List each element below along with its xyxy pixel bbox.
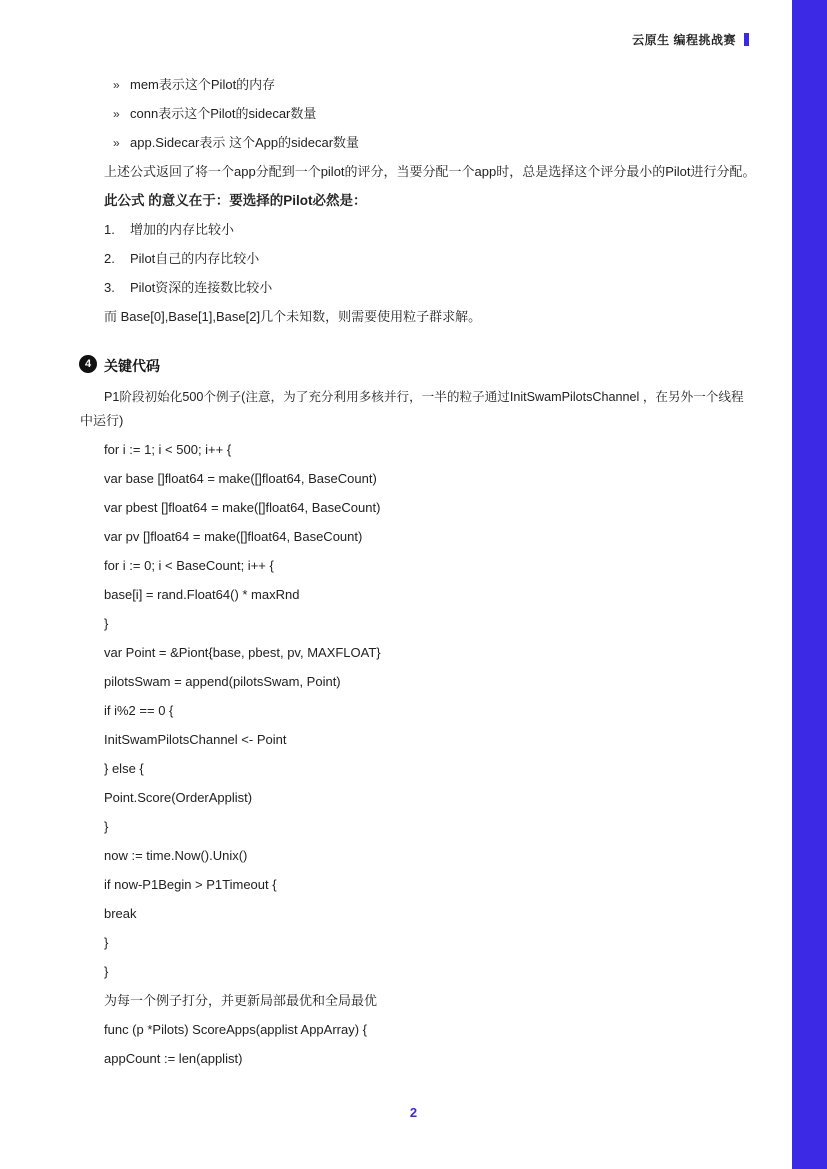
code-line: func (p *Pilots) ScoreApps(applist AppArray) { [104, 1022, 368, 1037]
code-line: now := time.Now().Unix() [104, 848, 248, 863]
bold-heading: 此公式 的意义在于：要选择的Pilot必然是： [104, 193, 367, 208]
code-line: var pbest []float64 = make([]float64, BaseCount) [104, 500, 381, 515]
bullet-item: app.Sidecar表示 这个App的sidecar数量 [130, 135, 360, 150]
bullet-mark: » [113, 78, 120, 92]
code-line: var Point = &Piont{base, pbest, pv, MAXFLOAT} [104, 645, 381, 660]
paragraph: 而 Base[0],Base[1],Base[2]几个未知数，则需要使用粒子群求解。 [104, 309, 482, 324]
header-marker [744, 33, 749, 46]
code-line: InitSwamPilotsChannel <- Point [104, 732, 287, 747]
code-line: var base []float64 = make([]float64, BaseCount) [104, 471, 377, 486]
bullet-mark: » [113, 107, 120, 121]
intro-line: P1阶段初始化500个例子(注意，为了充分利用多核并行，一半的粒子通过InitSwamPilotsChannel ，在另外一个线程 [104, 390, 744, 404]
section-number-badge: 4 [79, 355, 97, 373]
paragraph: 上述公式返回了将一个app分配到一个pilot的评分，当要分配一个app时，总是选择这个评分最小的Pilot进行分配。 [104, 164, 756, 179]
code-line: } [104, 616, 109, 631]
code-line: Point.Score(OrderApplist) [104, 790, 253, 805]
code-line: var pv []float64 = make([]float64, BaseCount) [104, 529, 363, 544]
list-number: 3. [104, 280, 115, 295]
code-line: } [104, 964, 109, 979]
code-line: } else { [104, 761, 144, 776]
bullet-mark: » [113, 136, 120, 150]
list-item: 增加的内存比较小 [130, 222, 235, 237]
bullet-item: conn表示这个Pilot的sidecar数量 [130, 106, 317, 121]
code-line: break [104, 906, 137, 921]
code-line: base[i] = rand.Float64() * maxRnd [104, 587, 300, 602]
code-line: } [104, 935, 109, 950]
list-number: 2. [104, 251, 115, 266]
code-line: for i := 1; i < 500; i++ { [104, 442, 232, 457]
section-title: 关键代码 [104, 358, 160, 374]
page-header [632, 31, 749, 48]
page-number: 2 [409, 1105, 418, 1120]
list-item: Pilot资深的连接数比较小 [130, 280, 273, 295]
intro-line: 中运行) [80, 413, 124, 428]
bullet-item: mem表示这个Pilot的内存 [130, 77, 276, 92]
side-accent-bar [792, 0, 827, 1169]
code-line: if now-P1Begin > P1Timeout { [104, 877, 277, 892]
header-title: 云原生 编程挑战赛 [632, 33, 736, 47]
code-line: appCount := len(applist) [104, 1051, 243, 1066]
code-line: if i%2 == 0 { [104, 703, 174, 718]
list-item: Pilot自己的内存比较小 [130, 251, 260, 266]
code-line: for i := 0; i < BaseCount; i++ { [104, 558, 274, 573]
code-comment: 为每一个例子打分，并更新局部最优和全局最优 [104, 993, 378, 1008]
code-line: } [104, 819, 109, 834]
code-line: pilotsSwam = append(pilotsSwam, Point) [104, 674, 341, 689]
list-number: 1. [104, 222, 115, 237]
